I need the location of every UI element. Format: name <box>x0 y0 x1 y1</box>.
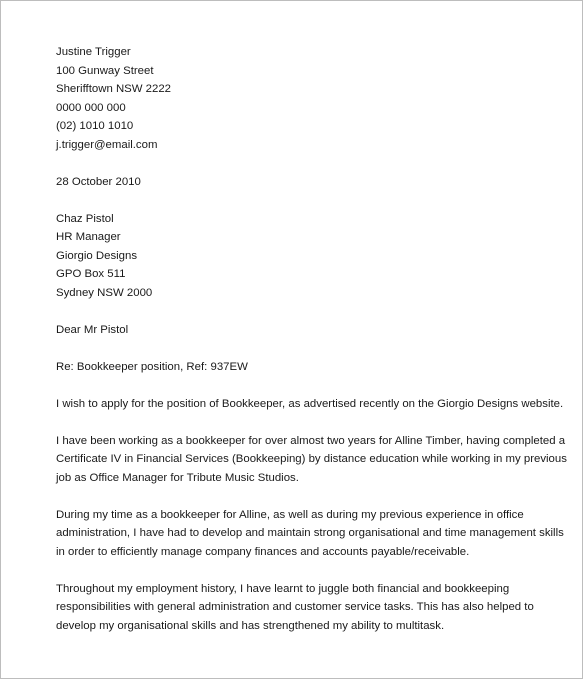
sender-name: Justine Trigger <box>56 46 131 58</box>
paragraph-line: Throughout my employment history, I have learnt to juggle both financial and bookkeeping <box>56 582 510 595</box>
body-paragraph <box>56 506 564 562</box>
recipient-company: Giorgio Designs <box>56 249 138 262</box>
spacer <box>56 413 556 432</box>
paragraph-line: Certificate IV in Financial Services (Bookkeeping) by distance education while working in my previous <box>56 453 567 465</box>
body-paragraph <box>56 432 567 488</box>
paragraph-line: I wish to apply for the position of Bookkeeper, as advertised recently on the Giorgio Designs website. <box>56 397 564 410</box>
sender-phone: (02) 1010 1010 <box>56 120 134 132</box>
spacer <box>56 302 556 321</box>
spacer <box>56 487 556 506</box>
sender-mobile: 0000 000 000 <box>56 101 126 114</box>
letter-body <box>56 43 567 635</box>
spacer <box>56 376 556 395</box>
paragraph-line: administration, I have had to develop and maintain strong organisational and time management skills <box>56 527 564 539</box>
paragraph-line: develop my organisational skills and has strengthened my ability to multitask. <box>56 619 445 632</box>
body-paragraph <box>56 580 556 636</box>
recipient-city: Sydney NSW 2000 <box>56 286 153 299</box>
subject-line: Re: Bookkeeper position, Ref: 937EW <box>56 360 248 373</box>
spacer <box>56 154 556 173</box>
sender-street: 100 Gunway Street <box>56 64 154 77</box>
paragraph-line: in order to efficiently manage company finances and accounts payable/receivable. <box>56 545 470 558</box>
recipient-address-block <box>56 210 556 303</box>
paragraph-line: During my time as a bookkeeper for Alline, as well as during my previous experience in office <box>56 508 524 521</box>
spacer <box>56 561 556 580</box>
recipient-name: Chaz Pistol <box>56 212 114 225</box>
paragraph-line: job as Office Manager for Tribute Music Studios. <box>56 471 299 484</box>
recipient-po-box: GPO Box 511 <box>56 268 126 280</box>
salutation: Dear Mr Pistol <box>56 323 129 336</box>
sender-address-block <box>56 43 556 154</box>
recipient-title: HR Manager <box>56 231 121 243</box>
letter-date: 28 October 2010 <box>56 175 141 188</box>
sender-city: Sherifftown NSW 2222 <box>56 83 172 95</box>
spacer <box>56 339 556 358</box>
paragraph-line: responsibilities with general administration and customer service tasks. This has also helped to <box>56 601 534 613</box>
paragraph-line: I have been working as a bookkeeper for over almost two years for Alline Timber, having completed a <box>56 434 566 447</box>
sender-email: j.trigger@email.com <box>56 138 158 151</box>
spacer <box>56 191 556 210</box>
body-paragraph <box>56 395 564 414</box>
